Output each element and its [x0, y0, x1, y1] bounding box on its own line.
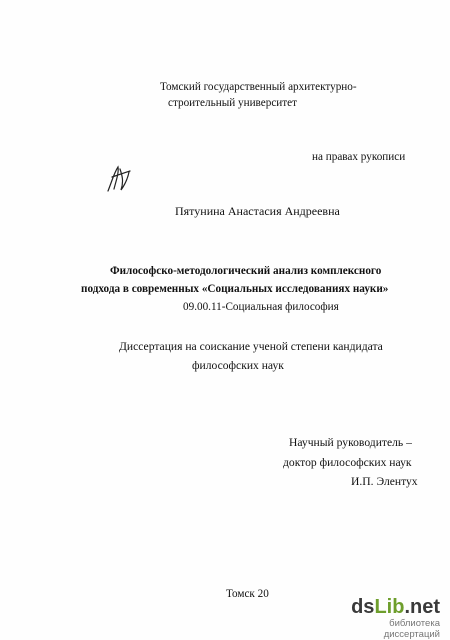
dissertation-title-line-1: Философско-методологический анализ комплексного — [110, 265, 382, 277]
handwritten-signature — [104, 163, 134, 195]
specialty-code: 09.00.11-Социальная философия — [183, 301, 339, 313]
institution-line-2: строительный университет — [168, 97, 298, 109]
dslib-subtitle: библиотека диссертаций — [383, 618, 440, 640]
city-year: Томск 20 — [226, 588, 269, 600]
author-name: Пятунина Анастасия Андреевна — [175, 204, 340, 218]
supervisor-degree: доктор философских наук — [283, 456, 412, 469]
dslib-logo: dsLib.net — [351, 596, 440, 618]
supervisor-name: И.П. Элентух — [351, 475, 418, 488]
institution-line-1: Томский государственный архитектурно- — [160, 81, 357, 93]
degree-statement-line-1: Диссертация на соискание ученой степени кандидата — [119, 340, 383, 353]
degree-statement-line-2: философских наук — [192, 359, 284, 372]
supervisor-label: Научный руководитель – — [289, 436, 412, 449]
dslib-watermark — [332, 596, 440, 640]
manuscript-rights-note: на правах рукописи — [312, 151, 406, 163]
dissertation-title-line-2: подхода в современных «Социальных исследованиях науки» — [81, 283, 389, 295]
